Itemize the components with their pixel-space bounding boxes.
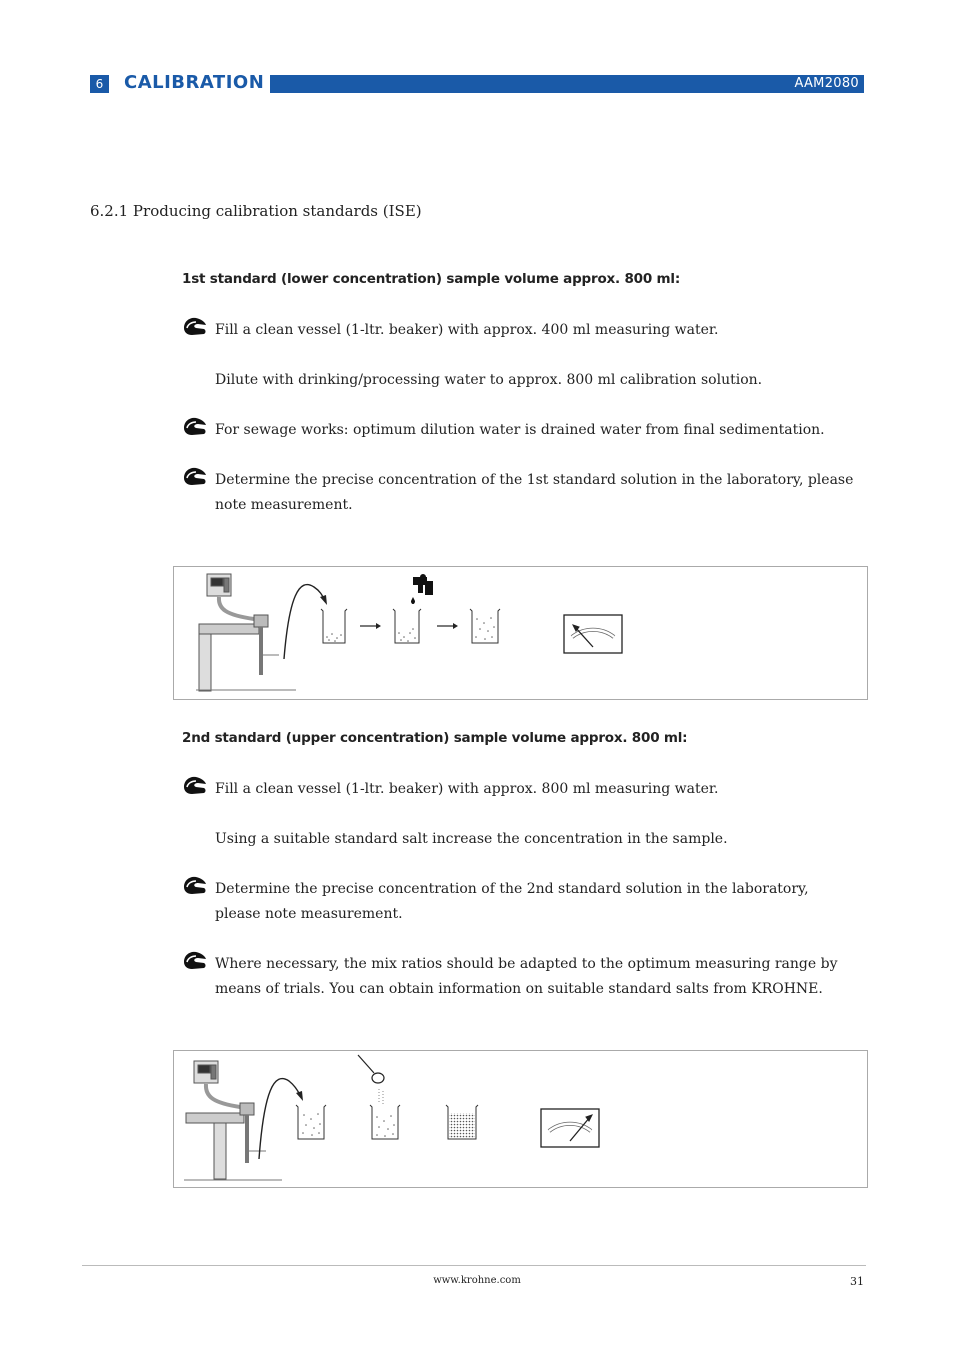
- pointing-hand-icon: [182, 316, 208, 338]
- beaker-icon: [470, 609, 500, 643]
- water-tap-icon: [411, 574, 433, 604]
- standard2-step-1: Fill a clean vessel (1-ltr. beaker) with approx. 800 ml measuring water.: [215, 781, 719, 797]
- header-bar: [270, 75, 864, 93]
- pointing-hand-icon: [182, 950, 208, 972]
- spoon-icon: [358, 1055, 384, 1105]
- beaker-icon: [296, 1105, 326, 1139]
- page-number: 31: [850, 1275, 864, 1288]
- analyser-stand-icon: [184, 1061, 282, 1180]
- standard2-heading: 2nd standard (upper concentration) sample volume approx. 800 ml:: [182, 730, 688, 746]
- standard1-heading: 1st standard (lower concentration) sample volume approx. 800 ml:: [182, 271, 681, 287]
- standard1-illustration: [174, 567, 867, 699]
- pointing-hand-icon: [182, 466, 208, 488]
- standard1-step-3: For sewage works: optimum dilution water is drained water from final sedimentation.: [215, 422, 825, 438]
- standard1-step-4: Determine the precise concentration of the 1st standard solution in the laboratory, please note measurement.: [215, 472, 854, 513]
- measuring-meter-icon: [541, 1109, 599, 1147]
- beaker-icon: [321, 609, 347, 643]
- section-title: 6.2.1 Producing calibration standards (ISE): [90, 202, 422, 220]
- beaker-icon: [370, 1105, 400, 1139]
- pointing-hand-icon: [182, 416, 208, 438]
- standard2-step-2: Using a suitable standard salt increase the concentration in the sample.: [215, 831, 728, 847]
- analyser-stand-icon: [196, 574, 296, 691]
- footer-divider: [82, 1265, 866, 1266]
- beaker-icon: [393, 609, 421, 643]
- beaker-icon: [446, 1105, 478, 1139]
- chapter-title: CALIBRATION: [124, 72, 265, 93]
- standard1-step-2: Dilute with drinking/processing water to approx. 800 ml calibration solution.: [215, 372, 763, 388]
- pointing-hand-icon: [182, 775, 208, 797]
- standard2-step-4: Where necessary, the mix ratios should be adapted to the optimum measuring range by means of trials. You can obtain information on suitable standard salts from KROHNE.: [215, 956, 838, 997]
- standard2-step-3: Determine the precise concentration of the 2nd standard solution in the laboratory, please note measurement.: [215, 881, 809, 922]
- chapter-number: 6: [90, 75, 109, 93]
- figure-standard2: [173, 1050, 868, 1188]
- standard2-illustration: [174, 1051, 867, 1187]
- measuring-meter-icon: [564, 615, 622, 653]
- model-label: AAM2080: [794, 76, 859, 91]
- pointing-hand-icon: [182, 875, 208, 897]
- figure-standard1: [173, 566, 868, 700]
- standard1-step-1: Fill a clean vessel (1-ltr. beaker) with approx. 400 ml measuring water.: [215, 322, 719, 338]
- footer-url: www.krohne.com: [433, 1275, 521, 1286]
